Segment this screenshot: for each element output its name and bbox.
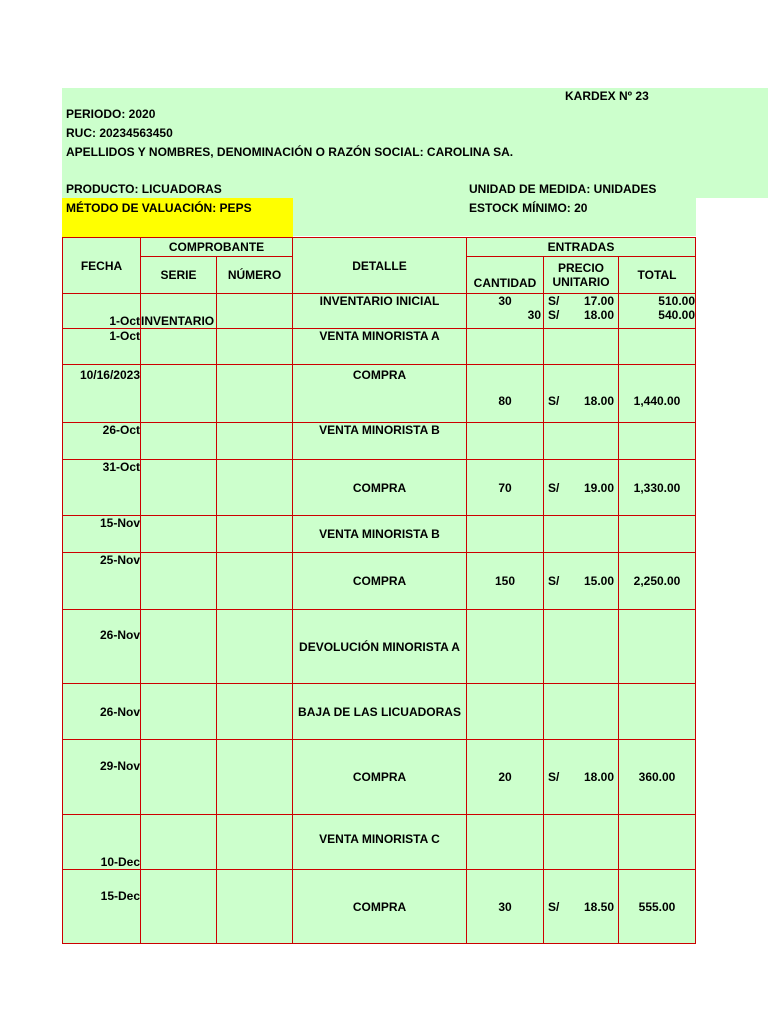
row-fecha: 26-Oct — [63, 423, 141, 460]
currency-symbol: S/ — [548, 393, 560, 408]
row-detalle: VENTA MINORISTA B — [293, 516, 467, 553]
row-precio — [544, 610, 619, 684]
row-numero — [217, 329, 293, 365]
row-precio — [544, 870, 619, 944]
row-cantidad: 150 — [467, 553, 544, 610]
row-precio — [544, 815, 619, 870]
precio-b: 18.00 — [583, 308, 614, 322]
row-numero — [217, 423, 293, 460]
row-fecha: 31-Oct — [63, 460, 141, 516]
currency-symbol: S/ — [548, 899, 560, 914]
row-cantidad — [467, 423, 544, 460]
row-cantidad — [467, 329, 544, 365]
row-total: 1,440.00 — [619, 365, 696, 423]
row-total — [619, 329, 696, 365]
row-fecha: 10-Dec — [63, 815, 141, 870]
row-detalle: COMPRA — [293, 553, 467, 610]
row-detalle: INVENTARIO INICIAL — [293, 294, 467, 329]
row-serie — [141, 423, 217, 460]
header-numero: NÚMERO — [217, 257, 293, 294]
row-total — [619, 516, 696, 553]
row-numero — [217, 740, 293, 815]
header-serie: SERIE — [141, 257, 217, 294]
row-serie — [141, 329, 217, 365]
row-cantidad: 30 — [467, 870, 544, 944]
currency-symbol: S/ — [548, 770, 560, 784]
row-cantidad — [467, 516, 544, 553]
row-numero — [217, 815, 293, 870]
header-fecha: FECHA — [63, 238, 141, 294]
kardex-table — [62, 237, 696, 944]
precio-value: 19.00 — [583, 480, 614, 495]
row-detalle: COMPRA — [293, 870, 467, 944]
row-serie — [141, 553, 217, 610]
table-row — [63, 553, 696, 610]
row-total — [619, 423, 696, 460]
row-fecha: 29-Nov — [63, 740, 141, 815]
metodo-valuacion: MÉTODO DE VALUACIÓN: PEPS — [66, 201, 252, 215]
row-precio — [544, 460, 619, 516]
table-row — [63, 516, 696, 553]
precio-a: 17.00 — [583, 294, 614, 308]
currency-symbol: S/ — [548, 480, 560, 495]
header-comprobante: COMPROBANTE — [141, 238, 293, 257]
periodo: PERIODO: 2020 — [66, 107, 156, 121]
row-serie — [141, 610, 217, 684]
row-fecha: 15-Dec — [63, 870, 141, 944]
precio-value: 15.00 — [583, 574, 614, 588]
row-numero — [217, 684, 293, 740]
cantidad-a: 30 — [498, 294, 512, 308]
row-detalle: BAJA DE LAS LICUADORAS — [293, 684, 467, 740]
stock-minimo: ESTOCK MÍNIMO: 20 — [469, 201, 588, 215]
header-cantidad: CANTIDAD — [467, 257, 544, 294]
row-fecha: 26-Nov — [63, 610, 141, 684]
table-row — [63, 294, 696, 329]
row-fecha: 1-Oct — [63, 294, 141, 329]
header-precio-line1: PRECIO — [557, 261, 604, 275]
row-fecha: 26-Nov — [63, 684, 141, 740]
row-serie — [141, 740, 217, 815]
currency-symbol: S/ — [548, 574, 560, 588]
row-detalle: DEVOLUCIÓN MINORISTA A — [293, 610, 467, 684]
row-cantidad — [467, 294, 544, 329]
row-numero — [217, 294, 293, 329]
row-cantidad — [467, 684, 544, 740]
row-detalle: VENTA MINORISTA A — [293, 329, 467, 365]
razon-social: APELLIDOS Y NOMBRES, DENOMINACIÓN O RAZÓN SOCIAL: CAROLINA SA. — [66, 145, 514, 159]
row-total — [619, 294, 696, 329]
row-fecha: 15-Nov — [63, 516, 141, 553]
table-row — [63, 365, 696, 423]
row-detalle: COMPRA — [293, 365, 467, 423]
row-fecha: 25-Nov — [63, 553, 141, 610]
table-row — [63, 870, 696, 944]
table-row — [63, 610, 696, 684]
cantidad-b: 30 — [527, 308, 541, 322]
row-detalle: COMPRA — [293, 740, 467, 815]
precio-value: 18.00 — [583, 393, 614, 408]
row-serie: INVENTARIO — [141, 294, 217, 329]
header-detalle: DETALLE — [293, 238, 467, 294]
header-entradas: ENTRADAS — [467, 238, 696, 257]
currency-symbol: S/ — [548, 294, 560, 308]
currency-symbol: S/ — [548, 308, 560, 322]
row-cantidad: 20 — [467, 740, 544, 815]
row-precio — [544, 294, 619, 329]
row-fecha: 1-Oct — [63, 329, 141, 365]
row-total — [619, 684, 696, 740]
header-precio — [544, 257, 619, 294]
producto: PRODUCTO: LICUADORAS — [66, 182, 222, 196]
row-precio — [544, 684, 619, 740]
row-cantidad — [467, 815, 544, 870]
row-total — [619, 815, 696, 870]
row-numero — [217, 553, 293, 610]
row-numero — [217, 460, 293, 516]
row-detalle: VENTA MINORISTA B — [293, 423, 467, 460]
header-precio-line2: UNITARIO — [552, 275, 610, 289]
row-serie — [141, 460, 217, 516]
total-b: 540.00 — [658, 308, 695, 322]
ruc: RUC: 20234563450 — [66, 126, 173, 140]
row-precio — [544, 365, 619, 423]
header-total: TOTAL — [619, 257, 696, 294]
row-serie — [141, 870, 217, 944]
unidad-medida: UNIDAD DE MEDIDA: UNIDADES — [469, 182, 657, 196]
row-cantidad — [467, 610, 544, 684]
precio-value: 18.50 — [583, 899, 614, 914]
row-numero — [217, 365, 293, 423]
table-row — [63, 460, 696, 516]
row-total: 555.00 — [619, 870, 696, 944]
table-row — [63, 329, 696, 365]
row-total: 2,250.00 — [619, 553, 696, 610]
precio-value: 18.00 — [583, 770, 614, 784]
total-a: 510.00 — [658, 294, 695, 308]
row-numero — [217, 870, 293, 944]
row-serie — [141, 516, 217, 553]
row-cantidad: 70 — [467, 460, 544, 516]
row-precio — [544, 553, 619, 610]
row-precio — [544, 423, 619, 460]
row-numero — [217, 610, 293, 684]
row-precio — [544, 740, 619, 815]
row-serie — [141, 365, 217, 423]
table-row — [63, 740, 696, 815]
table-row — [63, 815, 696, 870]
row-cantidad: 80 — [467, 365, 544, 423]
table-row — [63, 423, 696, 460]
row-serie — [141, 815, 217, 870]
row-numero — [217, 516, 293, 553]
row-detalle: VENTA MINORISTA C — [293, 815, 467, 870]
row-precio — [544, 329, 619, 365]
row-fecha: 10/16/2023 — [63, 365, 141, 423]
row-total: 360.00 — [619, 740, 696, 815]
kardex-number: KARDEX Nº 23 — [565, 89, 649, 103]
row-serie — [141, 684, 217, 740]
table-row — [63, 684, 696, 740]
row-precio — [544, 516, 619, 553]
row-total: 1,330.00 — [619, 460, 696, 516]
row-total — [619, 610, 696, 684]
row-detalle: COMPRA — [293, 460, 467, 516]
